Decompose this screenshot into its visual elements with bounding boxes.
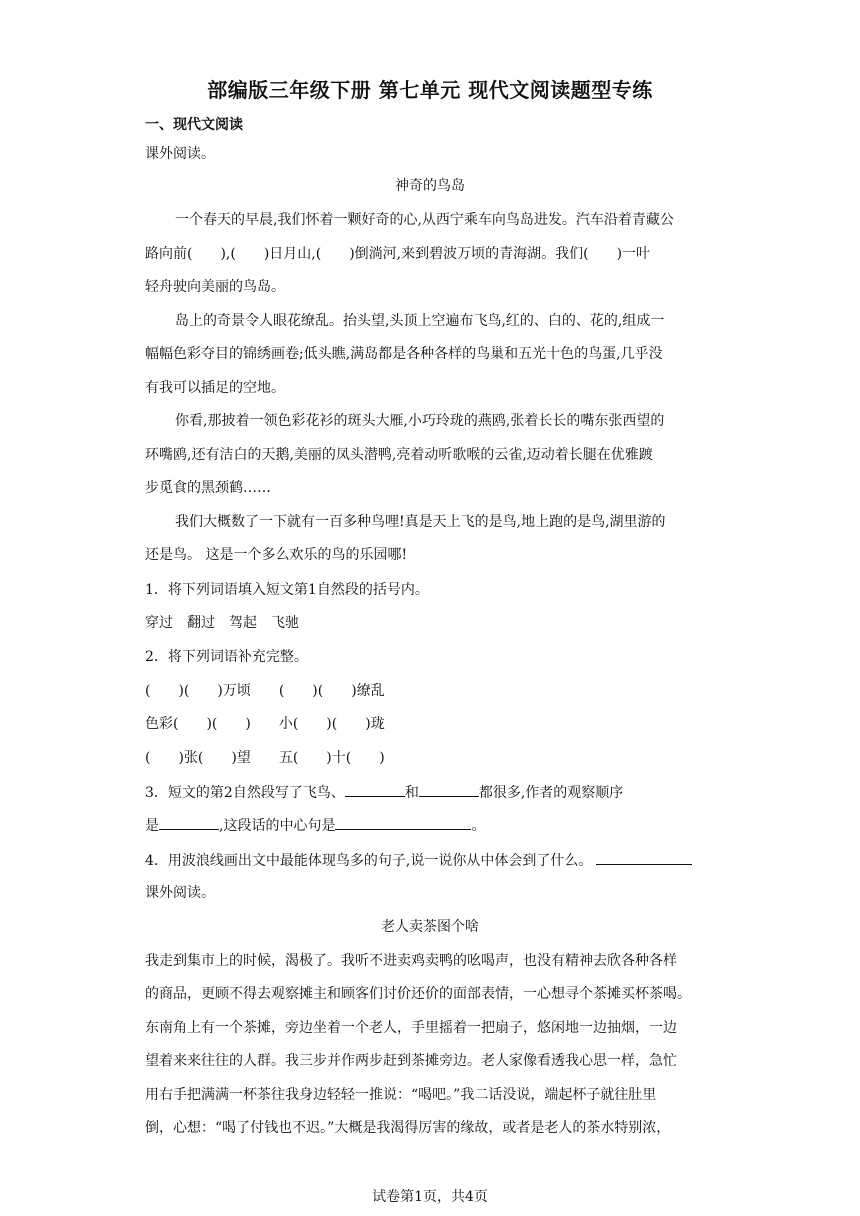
paragraph-line: 倒，心想：“喝了付钱也不迟。”大概是我渴得厉害的缘故，或者是老人的茶水特别浓， bbox=[145, 1120, 671, 1136]
page-title: 部编版三年级下册 第七单元 现代文阅读题型专练 bbox=[207, 78, 653, 102]
question-3-text: ,这段话的中心句是 bbox=[219, 818, 336, 834]
question-3-text: 是 bbox=[145, 818, 159, 834]
paragraph-line: 岛上的奇景令人眼花缭乱。抬头望,头顶上空遍布飞鸟,红的、白的、花的,组成一 bbox=[175, 313, 665, 329]
question-3 bbox=[145, 782, 623, 803]
paragraph-line: 有我可以插足的空地。 bbox=[145, 380, 285, 396]
paragraph-line: 幅幅色彩夺目的锦绣画卷;低头瞧,满岛都是各种各样的鸟巢和五光十色的鸟蛋,几乎没 bbox=[145, 346, 663, 362]
paragraph-line: 的商品，更顾不得去观察摊主和顾客们讨价还价的面部表情，一心想寻个茶摊买杯茶喝。 bbox=[145, 986, 691, 1002]
answer-blank[interactable] bbox=[335, 815, 471, 830]
paragraph-line: 用右手把满满一杯茶往我身边轻轻一推说：“喝吧。”我二话没说，端起杯子就往肚里 bbox=[145, 1087, 657, 1103]
question-3-text: 都很多,作者的观察顺序 bbox=[478, 785, 624, 801]
question-2-row: 色彩( )( ) 小( )( )珑 bbox=[145, 716, 385, 732]
paragraph-line: 一个春天的早晨,我们怀着一颗好奇的心,从西宁乘车向鸟岛进发。汽车沿着青藏公 bbox=[175, 212, 674, 228]
question-4-text: 4．用波浪线画出文中最能体现鸟多的句子,说一说你从中体会到了什么。 bbox=[145, 853, 593, 869]
section-heading: 一、现代文阅读 bbox=[145, 117, 243, 133]
passage-title: 老人卖茶图个啥 bbox=[381, 919, 479, 935]
question-3-text: 和 bbox=[404, 785, 419, 801]
page-footer: 试卷第1页，共4页 bbox=[372, 1189, 488, 1205]
paragraph-line: 我走到集市上的时候，渴极了。我听不进卖鸡卖鸭的吆喝声，也没有精神去欣各种各样 bbox=[145, 953, 677, 969]
paragraph-line: 望着来来往往的人群。我三步并作两步赶到茶摊旁边。老人家像看透我心思一样，急忙 bbox=[145, 1053, 677, 1069]
question-2: 2．将下列词语补充完整。 bbox=[145, 649, 308, 665]
question-2-row: ( )张( )望 五( )十( ) bbox=[145, 750, 385, 766]
paragraph-line: 东南角上有一个茶摊，旁边坐着一个老人，手里摇着一把扇子，悠闲地一边抽烟，一边 bbox=[145, 1020, 677, 1036]
question-1-words: 穿过 翻过 驾起 飞驰 bbox=[145, 615, 299, 631]
reading-intro: 课外阅读。 bbox=[145, 885, 215, 901]
reading-intro: 课外阅读。 bbox=[145, 146, 215, 162]
paragraph-line: 你看,那披着一领色彩花衫的斑头大雁,小巧玲珑的燕鸥,张着长长的嘴东张西望的 bbox=[175, 413, 665, 429]
question-3-cont bbox=[145, 815, 485, 836]
question-4 bbox=[145, 850, 692, 871]
answer-blank[interactable] bbox=[159, 815, 219, 830]
answer-blank[interactable] bbox=[345, 782, 405, 797]
paragraph-line: 环嘴鸥,还有洁白的天鹅,美丽的凤头潜鸭,亮着动听歌喉的云雀,迈动着长腿在优雅踱 bbox=[145, 447, 653, 463]
question-2-row: ( )( )万顷 ( )( )缭乱 bbox=[145, 683, 385, 699]
question-3-text: 3．短文的第2自然段写了飞鸟、 bbox=[145, 785, 345, 801]
question-1: 1．将下列词语填入短文第1自然段的括号内。 bbox=[145, 582, 429, 598]
paragraph-line: 路向前( ),( )日月山,( )倒淌河,来到碧波万顷的青海湖。我们( )一叶 bbox=[145, 246, 651, 262]
passage-title: 神奇的鸟岛 bbox=[395, 178, 465, 194]
paragraph-line: 步觅食的黑颈鹤…… bbox=[145, 480, 271, 496]
answer-blank[interactable] bbox=[419, 782, 479, 797]
question-3-text: 。 bbox=[471, 818, 486, 834]
paragraph-line: 轻舟驶向美丽的鸟岛。 bbox=[145, 279, 285, 295]
paragraph-line: 还是鸟。 这是一个多么欢乐的鸟的乐园哪! bbox=[145, 547, 408, 563]
paragraph-line: 我们大概数了一下就有一百多种鸟哩!真是天上飞的是鸟,地上跑的是鸟,湖里游的 bbox=[175, 514, 666, 530]
answer-blank[interactable] bbox=[596, 850, 692, 865]
